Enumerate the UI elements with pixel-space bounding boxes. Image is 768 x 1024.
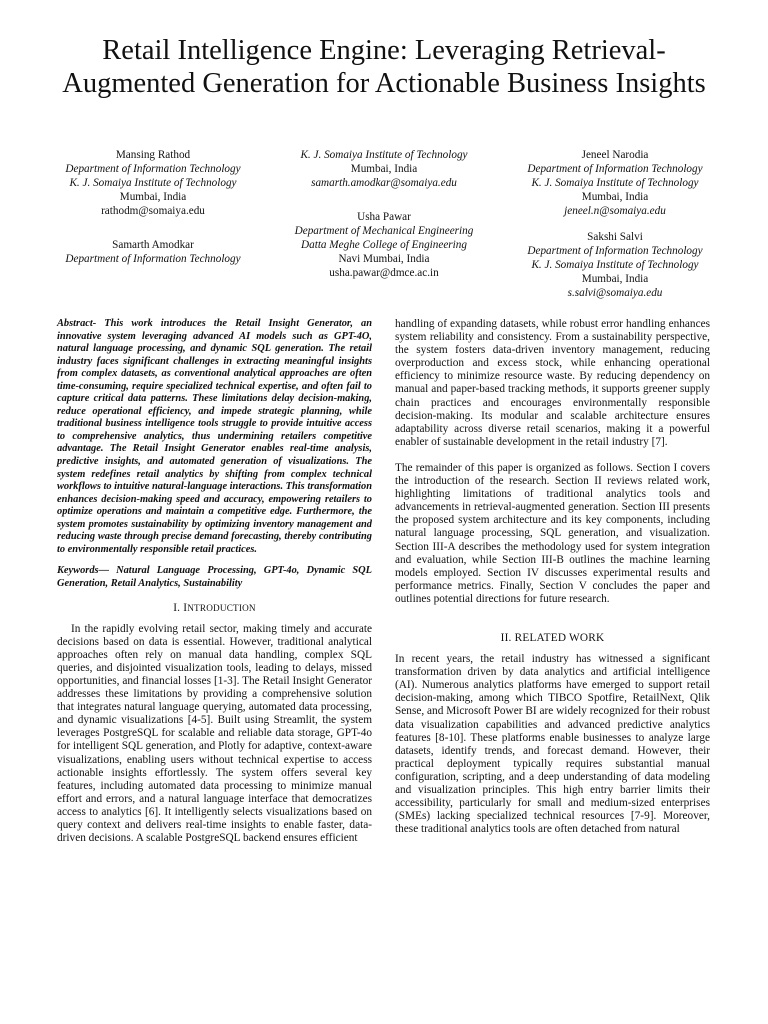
author-column-2 — [278, 148, 490, 280]
author-city: Navi Mumbai, India — [338, 253, 430, 265]
keywords: Keywords— Natural Language Processing, GPT-4o, Dynamic SQL Generation, Retail Analytics, Sustainability — [57, 565, 372, 589]
author-column-3 — [510, 148, 720, 300]
author-column-1 — [48, 148, 258, 266]
author-email: usha.pawar@dmce.ac.in — [329, 267, 439, 279]
author-department: Department of Mechanical Engineering — [294, 225, 474, 237]
author-institution: K. J. Somaiya Institute of Technology — [531, 177, 699, 189]
right-column — [395, 318, 710, 836]
author-department: Department of Information Technology — [527, 163, 703, 175]
author-institution: Datta Meghe College of Engineering — [301, 239, 467, 251]
author-institution: K. J. Somaiya Institute of Technology — [69, 177, 237, 189]
author-department: Department of Information Technology — [65, 253, 241, 265]
author-block — [48, 148, 720, 308]
author-department: Department of Information Technology — [527, 245, 703, 257]
author-name: Usha Pawar — [357, 211, 411, 223]
author-name: Mansing Rathod — [115, 149, 191, 161]
introduction-paragraph-3: The remainder of this paper is organized as follows. Section I covers the introduction of the research. Section II reviews related work, highlighting limitations of traditional analytics tools and advancements in retrieval-augmented generation. Section III presents the proposed system architecture and its key components, including natural language processing, SQL generation, and visualization. Section III-A describes the methodology used for system integration and evaluation, while Section III-B outlines the machine learning models employed. Section IV discusses experimental results and performance metrics. Finally, Section V concludes the paper and outlines potential directions for future research. — [395, 461, 710, 605]
introduction-paragraph-2: handling of expanding datasets, while robust error handling enhances system reliability and consistency. From a sustainability perspective, the system fosters data-driven inventory management, reducing overproduction and excess stock, while enhancing operational efficiency to minimize resource waste. By reducing dependency on manual and paper-based tracking methods, it supports greener supply chain practices and encourages environmentally responsible decision-making. Its modular and scalable architecture ensures adaptability across diverse retail scenarios, making it a powerful enabler of sustainable development in the retail industry [7]. — [395, 318, 710, 448]
section-number: II. — [500, 631, 512, 644]
author-email: rathodm@somaiya.edu — [101, 205, 205, 217]
author-city: Mumbai, India — [119, 191, 187, 203]
author-city: Mumbai, India — [581, 273, 649, 285]
related-work-paragraph-1: In recent years, the retail industry has witnessed a significant transformation driven by data analytics and artificial intelligence (AI). Numerous analytics platforms have emerged to support retail decision-making, among which TIBCO Spotfire, RetailNext, Qlik Sense, and Microsoft Power BI are widely recognized for their robust data visualization capabilities and advanced predictive analytics features [8-10]. These platforms enable businesses to analyze large datasets, identify trends, and forecast demand. However, their practical deployment typically requires substantial manual configuration, scripting, and a deep understanding of data modeling and visualization principles. This high entry barrier limits their accessibility, particularly for small and medium-sized enterprises (SMEs) lacking specialized technical resources [7-9]. Moreover, these traditional analytics tools are often detached from natural — [395, 653, 710, 836]
author-institution: K. J. Somaiya Institute of Technology — [531, 259, 699, 271]
author-institution: K. J. Somaiya Institute of Technology — [300, 149, 468, 161]
author-email: samarth.amodkar@somaiya.edu — [311, 177, 457, 189]
left-column — [57, 318, 372, 845]
introduction-paragraph-1: In the rapidly evolving retail sector, making timely and accurate decisions based on data is essential. However, traditional analytical approaches often rely on manual data handling, complex SQL queries, and disjointed visualization tools, leading to delays, missed opportunities, and financial losses [1-3]. The Retail Insight Generator addresses these limitations by providing a comprehensive solution that integrates natural language querying, automated data processing, and dynamic visualizations [4-5]. Built using Streamlit, the system leverages PostgreSQL for scalable and reliable data storage, GPT-4o for intelligent SQL generation, and Plotly for adaptive, context-aware visualizations, enabling users without technical expertise to access actionable insights effortlessly. The system offers several key features, including automated data processing to minimize manual effort and errors, and a natural language interface that democratizes access to analytics [6]. It intelligently selects visualizations based on query context and delivers real-time insights to enable faster, data-driven decisions. A scalable PostgreSQL backend ensures efficient — [57, 622, 372, 845]
author-email: jeneel.n@somaiya.edu — [564, 205, 666, 217]
paper-title: Retail Intelligence Engine: Leveraging Retrieval-Augmented Generation for Actionable Business Insights — [62, 35, 706, 99]
author-city: Mumbai, India — [581, 191, 649, 203]
author-name: Samarth Amodkar — [112, 239, 194, 251]
author-name: Sakshi Salvi — [587, 231, 643, 243]
section-heading-related-work: II. RELATED WORK — [500, 631, 605, 644]
author-department: Department of Information Technology — [65, 163, 241, 175]
author-name: Jeneel Narodia — [581, 149, 649, 161]
author-email: s.salvi@somaiya.edu — [567, 287, 663, 299]
section-heading-introduction: I. INTRODUCTION — [173, 602, 256, 615]
author-city: Mumbai, India — [350, 163, 418, 175]
abstract: Abstract- This work introduces the Retail Insight Generator, an innovative system leveraging advanced AI models such as GPT-4O, natural language processing, and dynamic SQL generation. The retail industry faces significant challenges in extracting meaningful insights from complex datasets, as conventional analytical approaches are often time-consuming, require specialized technical expertise, and often fail to capture critical data patterns. These limitations delay decision-making, reduce operational efficiency, and impede strategic planning, while traditional business intelligence tools struggle to provide intuitive access to comprehensive analytics, thus undermining retailers competitive advantage. The Retail Insight Generator enables real-time analysis, predictive insights, and automated generation of visualizations. The system redefines retail analytics by shifting from complex technical workflows to intuitive natural-language interactions. This transformation enhances decision-making speed and accuracy, empowering retailers to optimize operations and maintain a competitive edge. Furthermore, the system promotes sustainability by optimizing inventory management and reducing waste through precise demand forecasting, thereby contributing to environmentally responsible retail practices. — [57, 318, 372, 555]
section-number: I. — [173, 602, 181, 615]
